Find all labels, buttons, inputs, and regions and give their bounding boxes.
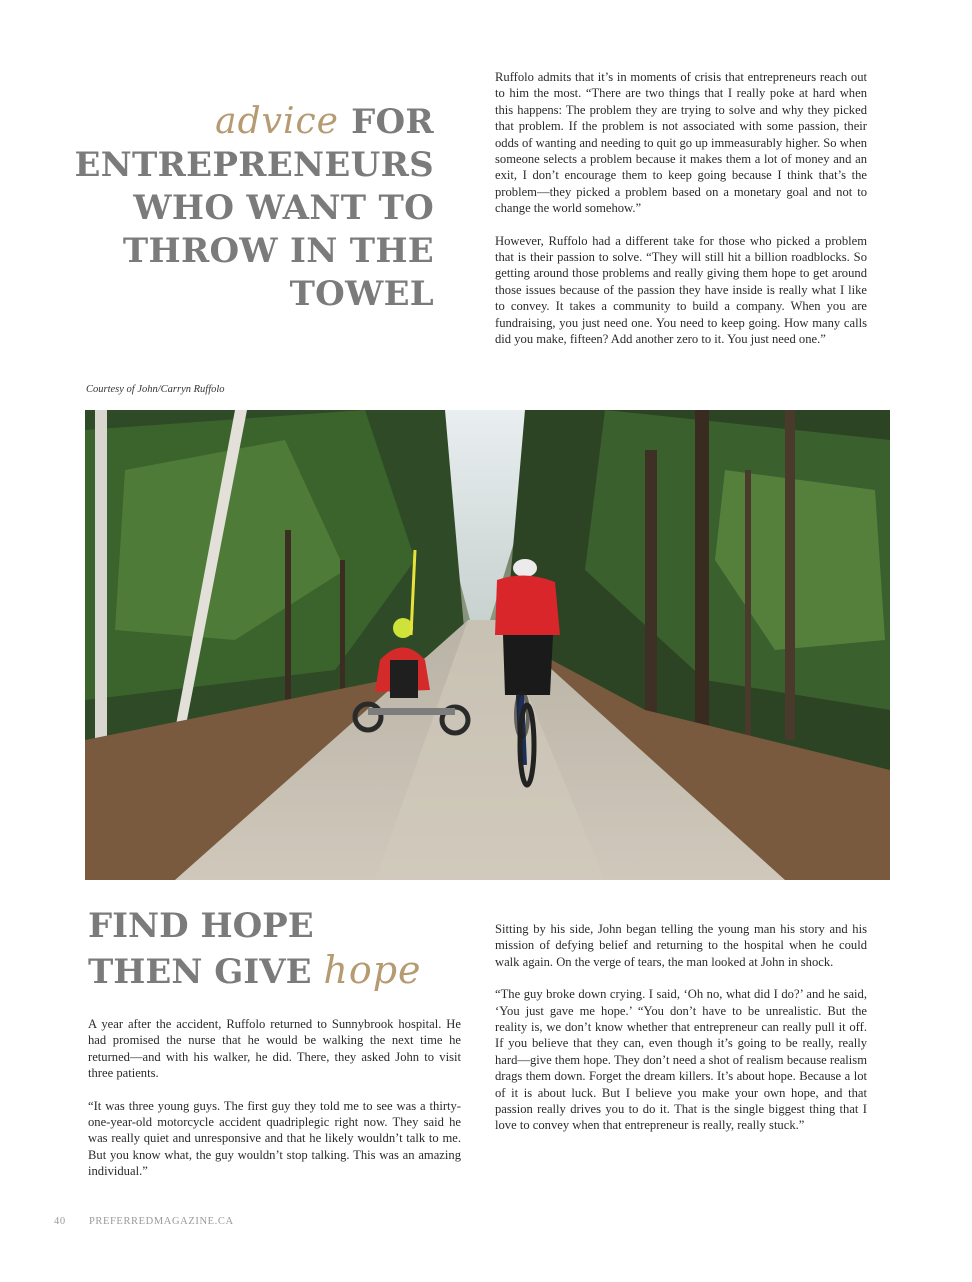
- bottom-left-column: [88, 1016, 461, 1196]
- section-headline-line-1: FIND HOPE: [88, 906, 314, 946]
- article-photo: [85, 410, 890, 880]
- section-headline: [88, 904, 448, 994]
- section-headline-line-2: THEN GIVE hope: [88, 948, 422, 992]
- paragraph: However, Ruffolo had a different take for those who picked a problem that is their passion to solve. “They will still hit a billion roadblocks. So getting around those problems and really giving them hope to get around those issues because of the passion they have inside is really what I like to convey. It takes a community to build a company. When you are fundraising, you just need one. You need to keep going. How many calls did you make, fifteen? Add another zero to it. You just need one.”: [495, 233, 867, 347]
- section-headline-script-word: hope: [323, 948, 422, 992]
- top-right-column: [495, 69, 867, 364]
- paragraph: A year after the accident, Ruffolo returned to Sunnybrook hospital. He had promised the nurse that he would be walking the next time he returned—and with his walker, he did. There, they asked John to visit three patients.: [88, 1017, 461, 1081]
- paragraph: Ruffolo admits that it’s in moments of crisis that entrepreneurs reach out to him the most. “There are two things that I really poke at hard when this happens: The problem they are trying to solve and why they picked that problem. If the problem is not associated with some passion, their odds of wanting and needing to quit go up immeasurably higher. So when someone selects a problem because it makes them a lot of money and an exit, I don’t encourage them to keep going because I think that’s the problem—they picked a problem based on a monetary goal and not to change the world somehow.”: [495, 70, 867, 216]
- paragraph: “It was three young guys. The first guy they told me to see was a thirty-one-year-old motorcycle accident quadriplegic right now. They said he was really quiet and unresponsive and that he likely wouldn’t talk to me. But you know what, the guy wouldn’t stop talking. This was an amazing individual.”: [88, 1098, 461, 1179]
- magazine-site: PREFERREDMAGAZINE.CA: [88, 1216, 234, 1227]
- headline-line-3: WHO WANT TO: [133, 188, 434, 228]
- page-number: 40: [54, 1216, 66, 1227]
- headline-script-word: advice: [215, 101, 339, 142]
- page-footer: [54, 1216, 234, 1227]
- photo-caption: Courtesy of John/Carryn Ruffolo: [86, 384, 225, 395]
- headline-line-1: advice FOR: [215, 101, 434, 142]
- bottom-right-column: [495, 921, 867, 1150]
- paragraph: Sitting by his side, John began telling the young man his story and his mission of defying belief and returning to the hospital when he could walk again. On the verge of tears, the man looked at John in shock.: [495, 922, 867, 969]
- article-headline: [60, 100, 434, 316]
- headline-line-4: THROW IN THE: [122, 231, 434, 271]
- paragraph: “The guy broke down crying. I said, ‘Oh no, what did I do?’ and he said, ‘You just gave me hope.’ “You don’t have to be unrealistic. But the reality is, we don’t know whether that entrepreneur can really pull it off. If you believe that they can, even though it’s going to be really, really hard—give them hope. They don’t need a shot of realism because realism drags them down. Forget the dream killers. It’s about hope. Because a lot of it is about luck. But I believe you make your own hope, and that passion really drives you to do it. That is the single biggest thing that I love to convey when that entrepreneur is really, really stuck.”: [495, 987, 867, 1133]
- headline-line-2: ENTREPRENEURS: [74, 145, 434, 185]
- headline-line-5: TOWEL: [289, 274, 434, 314]
- forest-trail-image: [85, 410, 890, 880]
